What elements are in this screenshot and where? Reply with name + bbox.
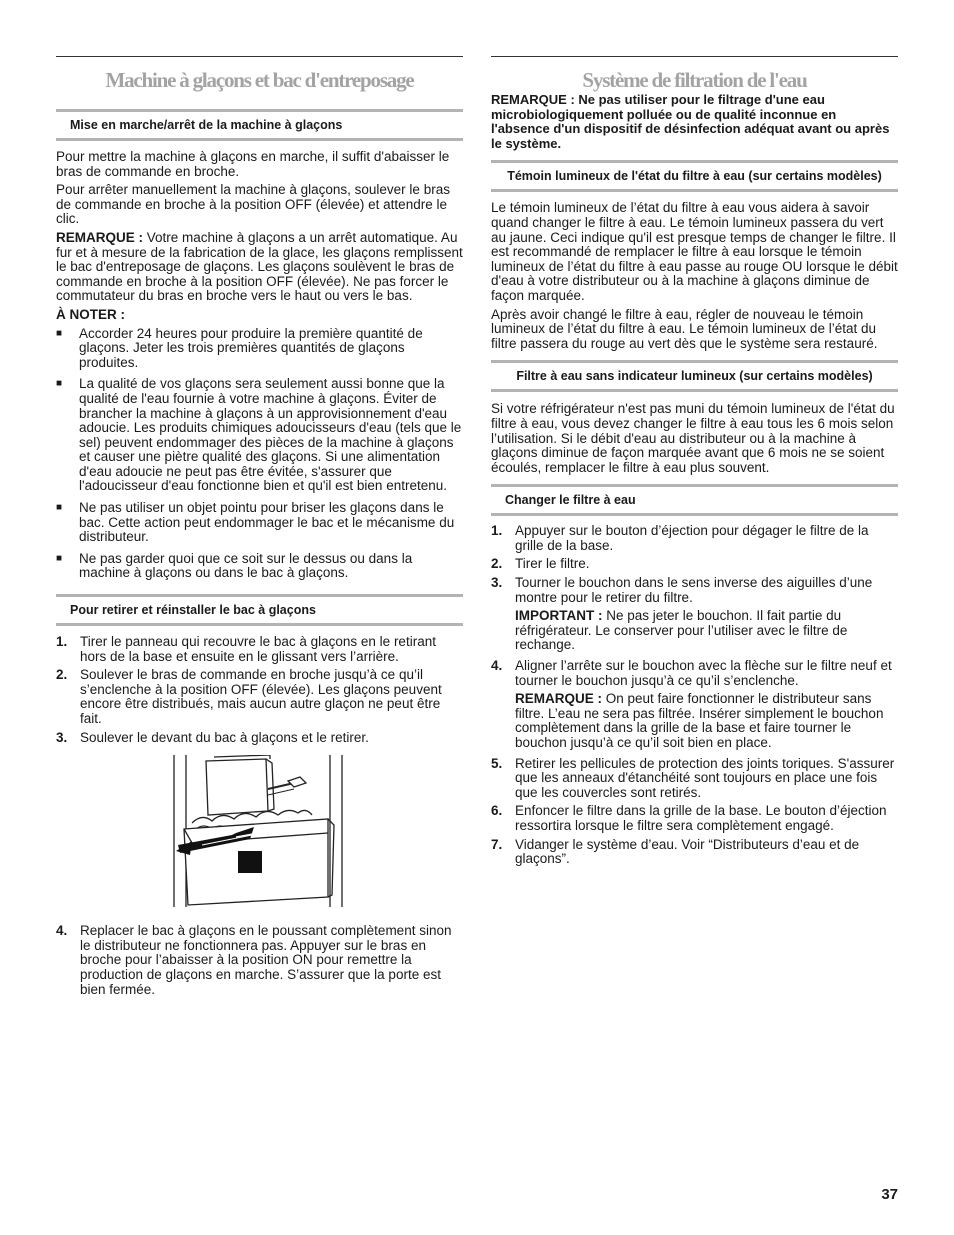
paragraph: Pour arrêter manuellement la machine à glaçons, soulever le bras de commande en broche à la position OFF (élevée) et attendre le clic. xyxy=(56,182,450,227)
paragraph: Pour mettre la machine à glaçons en marche, il suffit d'abaisser le bras de commande en broche. xyxy=(56,149,450,179)
step-item xyxy=(491,557,898,572)
step-text: Tourner le bouchon dans le sens inverse des aiguilles d’une montre pour le retirer du filtre. xyxy=(515,575,873,605)
list-item xyxy=(56,552,463,581)
bullet-square-icon: ■ xyxy=(56,378,63,390)
paragraph: Après avoir changé le filtre à eau, régler de nouveau le témoin lumineux de l’état du filtre à eau. Le témoin lumineux de l’état du filtre passera du rouge au vert dès que le système sera restauré. xyxy=(491,306,878,351)
paragraph: Si votre réfrigérateur n'est pas muni du témoin lumineux de l'état du filtre à eau, vous devez changer le filtre à eau tous les 6 mois selon l’utilisation. Si le débit d'eau au distributeur ou à la machine à glaçons diminue de façon marquée avant que 6 mois ne se soient écoulés, remplacer le filtre à eau plus souvent. xyxy=(491,401,895,475)
list-item xyxy=(56,501,463,545)
step-item xyxy=(491,659,898,688)
important-label: IMPORTANT : xyxy=(515,608,603,624)
list-item-text: La qualité de vos glaçons sera seulement aussi bonne que la qualité de l'eau fournie à votre machine à glaçons. Éviter de brancher la machine à glaçons à un approvisionnement d'eau adoucie. Les produits chimiques adoucisseurs d'eau (tels que le sel) peuvent endommager des pièces de la machine à glaçons et causer une piètre qualité des glaçons. Si une alimentation d'eau adoucie ne peut pas être évitée, s'assurer que l'adoucisseur d'eau fonctionne bien et qu'il est bien entretenu. xyxy=(79,376,462,494)
step-number: 1. xyxy=(491,523,503,539)
page-number: 37 xyxy=(881,1186,898,1203)
important-text: Ne pas jeter le bouchon. Il fait partie du réfrigérateur. Le conserver pour l’utiliser avec le filtre de rechange. xyxy=(515,608,848,653)
list-item-text: Ne pas utiliser un objet pointu pour briser les glaçons dans le bac. Cette action peut endommager le bac et le mécanisme du distributeur. xyxy=(79,500,455,545)
step-number: 4. xyxy=(56,923,68,939)
bullet-square-icon: ■ xyxy=(56,552,63,564)
step-number: 5. xyxy=(491,755,503,771)
step-number: 3. xyxy=(491,575,503,591)
step-text: Replacer le bac à glaçons en le poussant complètement sinon le distributeur ne fonctionnera pas. Appuyer sur le bras en broche pour l’abaisser à la position ON pour remettre la production de glaçons en marche. S’assurer que la porte est bien fermée. xyxy=(80,923,452,997)
remove-bin-subheading: Pour retirer et réinstaller le bac à glaçons xyxy=(56,594,463,626)
note-text: Votre machine à glaçons a un arrêt automatique. Au fur et à mesure de la fabrication de la glace, les glaçons remplissent le bac d'entreposage de glaçons. Les glaçons soulèvent le bras de commande en broche à la position OFF (élevée). Ne pas forcer le commutateur du bras en broche vers le haut ou vers le bas. xyxy=(56,229,463,304)
ice-bin-illustration xyxy=(162,755,352,907)
step-text: Retirer les pellicules de protection des joints toriques. S'assurer que les anneaux d'étanchéité sont toujours en place une fois que les couvercles sont retirés. xyxy=(515,755,895,800)
left-column xyxy=(56,56,463,997)
step-text: Enfoncer le filtre dans la grille de la base. Le bouton d’éjection ressortira lorsque le filtre sera complètement engagé. xyxy=(515,803,887,833)
ice-maker-section-title: Machine à glaçons et bac d'entreposage xyxy=(105,68,414,92)
top-rule xyxy=(56,56,463,57)
step-text: Soulever le devant du bac à glaçons et le retirer. xyxy=(80,729,369,745)
step-item xyxy=(491,804,898,833)
important-paragraph xyxy=(515,609,898,653)
step-text: Tirer le panneau qui recouvre le bac à glaçons en le retirant hors de la base et ensuite en le glissant vers l’arrière. xyxy=(80,634,436,664)
step-number: 2. xyxy=(491,556,503,572)
right-column xyxy=(491,56,898,867)
step-item xyxy=(491,576,898,605)
step-number: 1. xyxy=(56,634,68,650)
filtration-section-title: Système de filtration de l'eau xyxy=(582,68,807,92)
note-paragraph xyxy=(515,692,898,750)
list-item-text: Accorder 24 heures pour produire la première quantité de glaçons. Jeter les trois premières quantités de glaçons produites. xyxy=(79,325,423,370)
step-number: 6. xyxy=(491,803,503,819)
step-number: 7. xyxy=(491,836,503,852)
step-item xyxy=(56,731,463,746)
bullet-square-icon: ■ xyxy=(56,502,63,514)
step-item xyxy=(491,838,898,867)
step-text: Tirer le filtre. xyxy=(515,556,590,572)
step-item xyxy=(56,924,463,997)
step-item xyxy=(491,524,898,553)
filter-warning: REMARQUE : Ne pas utiliser pour le filtrage d'une eau microbiologiquement polluée ou de qualité inconnue en l'absence d'un dispositif de désinfection adéquat avant ou après le système. xyxy=(491,92,890,151)
note-paragraph xyxy=(56,231,463,304)
filter-no-light-subheading: Filtre à eau sans indicateur lumineux (sur certains modèles) xyxy=(491,360,898,392)
step-text: Appuyer sur le bouton d’éjection pour dégager le filtre de la grille de la base. xyxy=(515,523,869,553)
step-text: Aligner l’arrête sur le bouchon avec la flèche sur le filtre neuf et tourner le bouchon jusqu’à ce qu’il s’enclenche. xyxy=(515,658,892,688)
list-item-text: Ne pas garder quoi que ce soit sur le dessus ou dans la machine à glaçons ou dans le bac à glaçons. xyxy=(79,550,413,581)
note-label: REMARQUE : xyxy=(515,691,602,707)
step-text: Soulever le bras de commande en broche jusqu’à ce qu’il s’enclenche à la position OFF (élevée). Les glaçons peuvent encore être distribués, mais aucun autre glaçon ne peut être fait. xyxy=(80,667,442,726)
ice-maker-onoff-subheading: Mise en marche/arrêt de la machine à glaçons xyxy=(56,109,463,141)
step-number: 4. xyxy=(491,658,503,674)
step-number: 3. xyxy=(56,729,68,745)
a-noter-label: À NOTER : xyxy=(56,306,125,322)
step-item xyxy=(491,757,898,801)
list-item xyxy=(56,327,463,371)
note-text: On peut faire fonctionner le distributeur sans filtre. L’eau ne sera pas filtrée. Insérer simplement le bouchon complètement dans la grille de la base et faire tourner le bouchon jusqu’à ce qu’il soit bien en place. xyxy=(515,691,884,750)
filter-status-light-subheading: Témoin lumineux de l'état du filtre à eau (sur certains modèles) xyxy=(491,160,898,192)
step-text: Vidanger le système d’eau. Voir “Distributeurs d’eau et de glaçons”. xyxy=(515,836,860,867)
step-number: 2. xyxy=(56,667,68,683)
paragraph: Le témoin lumineux de l’état du filtre à eau vous aidera à savoir quand changer le filtre à eau. Le témoin lumineux passera du vert au jaune. Ceci indique qu'il est presque temps de changer le filtre. Il est recommandé de remplacer le filtre à eau lorsque le témoin lumineux de l’état du filtre à eau passe au rouge OU lorsque le débit d'eau à votre distributeur ou à la machine à glaçons diminue de façon marquée. xyxy=(491,200,898,303)
top-rule xyxy=(491,56,898,57)
bullet-square-icon: ■ xyxy=(56,327,63,339)
change-filter-subheading: Changer le filtre à eau xyxy=(491,484,898,516)
step-item xyxy=(56,668,463,726)
list-item xyxy=(56,377,463,494)
step-item xyxy=(56,635,463,664)
note-label: REMARQUE : xyxy=(56,229,143,245)
